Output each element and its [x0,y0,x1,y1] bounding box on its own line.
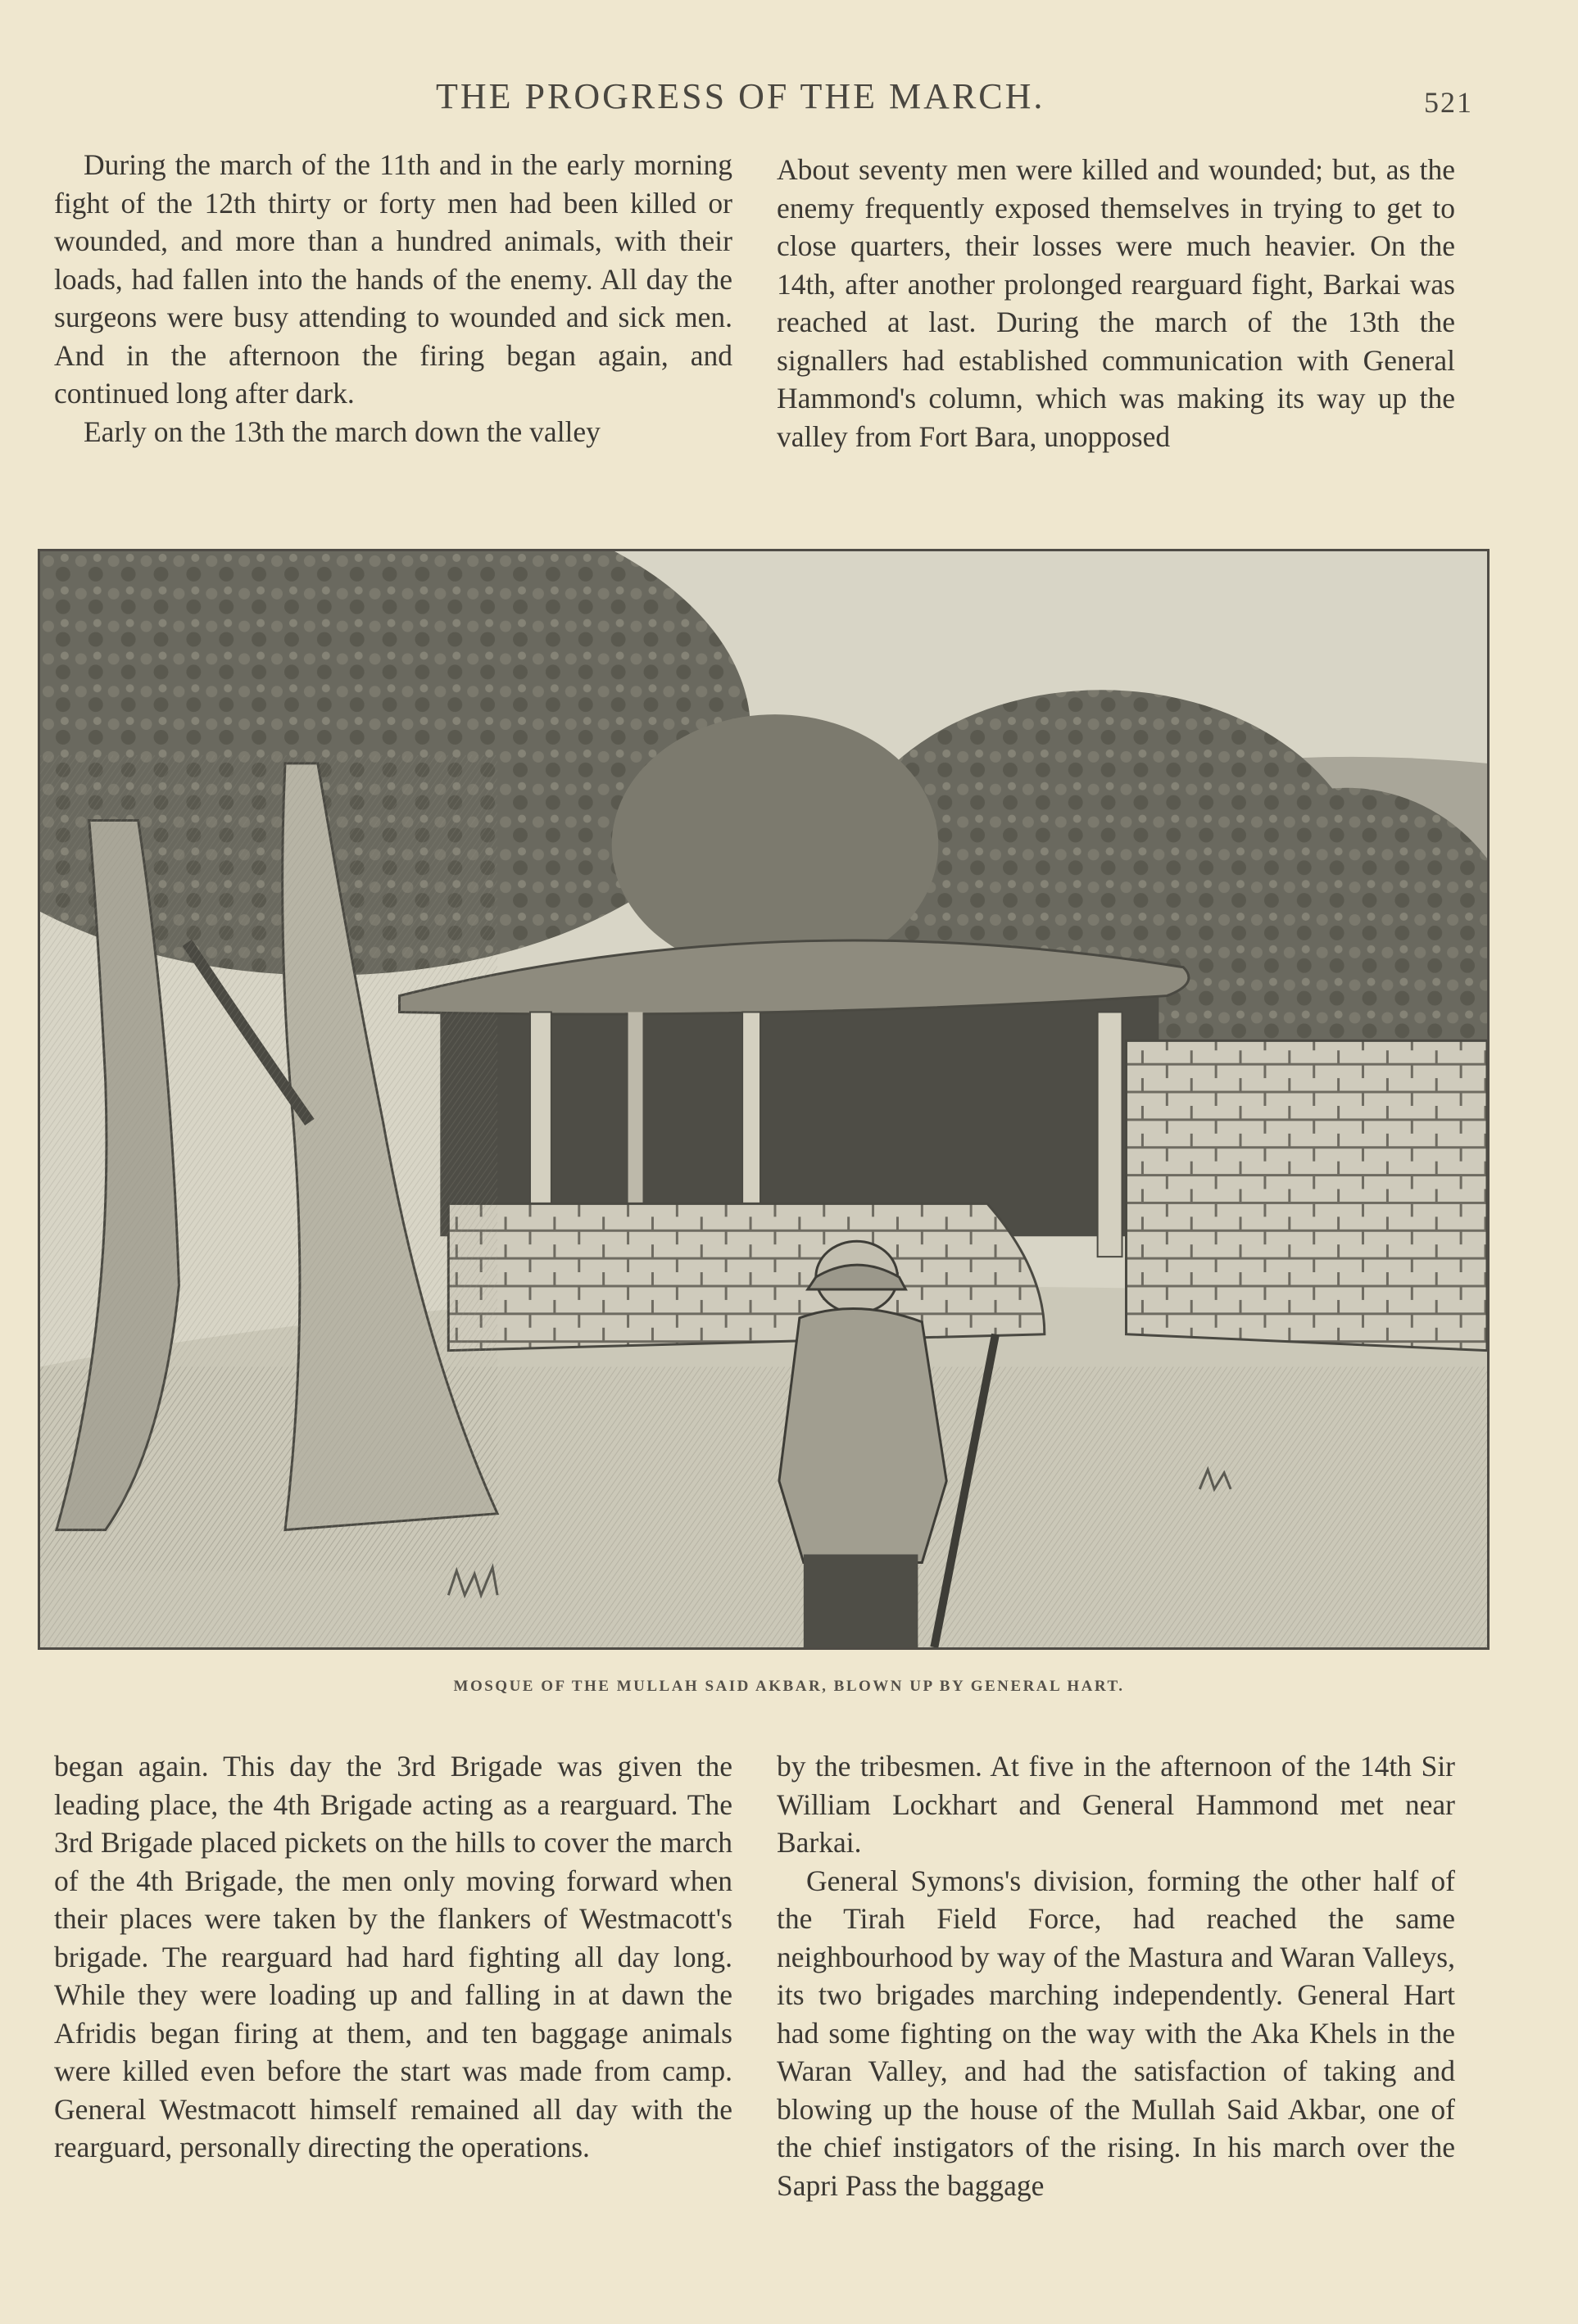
column-bottom-left [54,1747,732,2167]
engraving-illustration [38,549,1490,1650]
paragraph: During the march of the 11th and in the early morning fight of the 12th thirty or forty men had been killed or wounded, and more than a hundred animals, with their loads, had fallen into the hands of the enemy. All day the surgeons were busy attending to wounded and sick men. And in the afternoon the firing began again, and continued long after dark. [54,148,732,410]
running-head [0,75,1578,125]
paragraph: Early on the 13th the march down the valley [84,415,601,448]
column-bottom-right [777,1747,1455,2204]
column-top-right [777,151,1455,455]
figure-caption: MOSQUE OF THE MULLAH SAID AKBAR, BLOWN UP BY GENERAL HART. [453,1678,1125,1695]
paragraph: began again. This day the 3rd Brigade was given the leading place, the 4th Brigade acting as a rearguard. The 3rd Brigade placed pickets on the hills to cover the march of the 4th Brigade, the men only moving forward when their places were taken by the flankers of Westmacott's brigade. The rearguard had hard fighting all day long. While they were loading up and falling in at dawn the Afridis began firing at them, and ten baggage animals were killed even before the start was made from camp. General Westmacott himself remained all day with the rearguard, personally directing the operations. [54,1750,732,2163]
page-number: 521 [1424,86,1473,119]
paragraph: by the tribesmen. At five in the afternoon of the 14th Sir William Lockhart and General Hammond met near Barkai. [777,1750,1455,1859]
running-title: THE PROGRESS OF THE MARCH. [436,76,1045,116]
column-top-left [54,146,732,451]
paragraph: General Symons's division, forming the other half of the Tirah Field Force, had reached the same neighbourhood by way of the Mastura and Waran Valleys, its two brigades marching independently. General Hart had some fighting on the way with the Aka Khels in the Waran Valley, and had the satisfaction of taking and blowing up the house of the Mullah Said Akbar, one of the chief instigators of the rising. In his march over the Sapri Pass the baggage [777,1864,1455,2202]
mosque-engraving-image [40,551,1487,1647]
paragraph: About seventy men were killed and wounded; but, as the enemy frequently exposed themselves in trying to get to close quarters, their losses were much heavier. On the 14th, after another prolonged rearguard fight, Barkai was reached at last. During the march of the 13th the signallers had established communication with General Hammond's column, which was making its way up the valley from Fort Bara, unopposed [777,153,1455,453]
